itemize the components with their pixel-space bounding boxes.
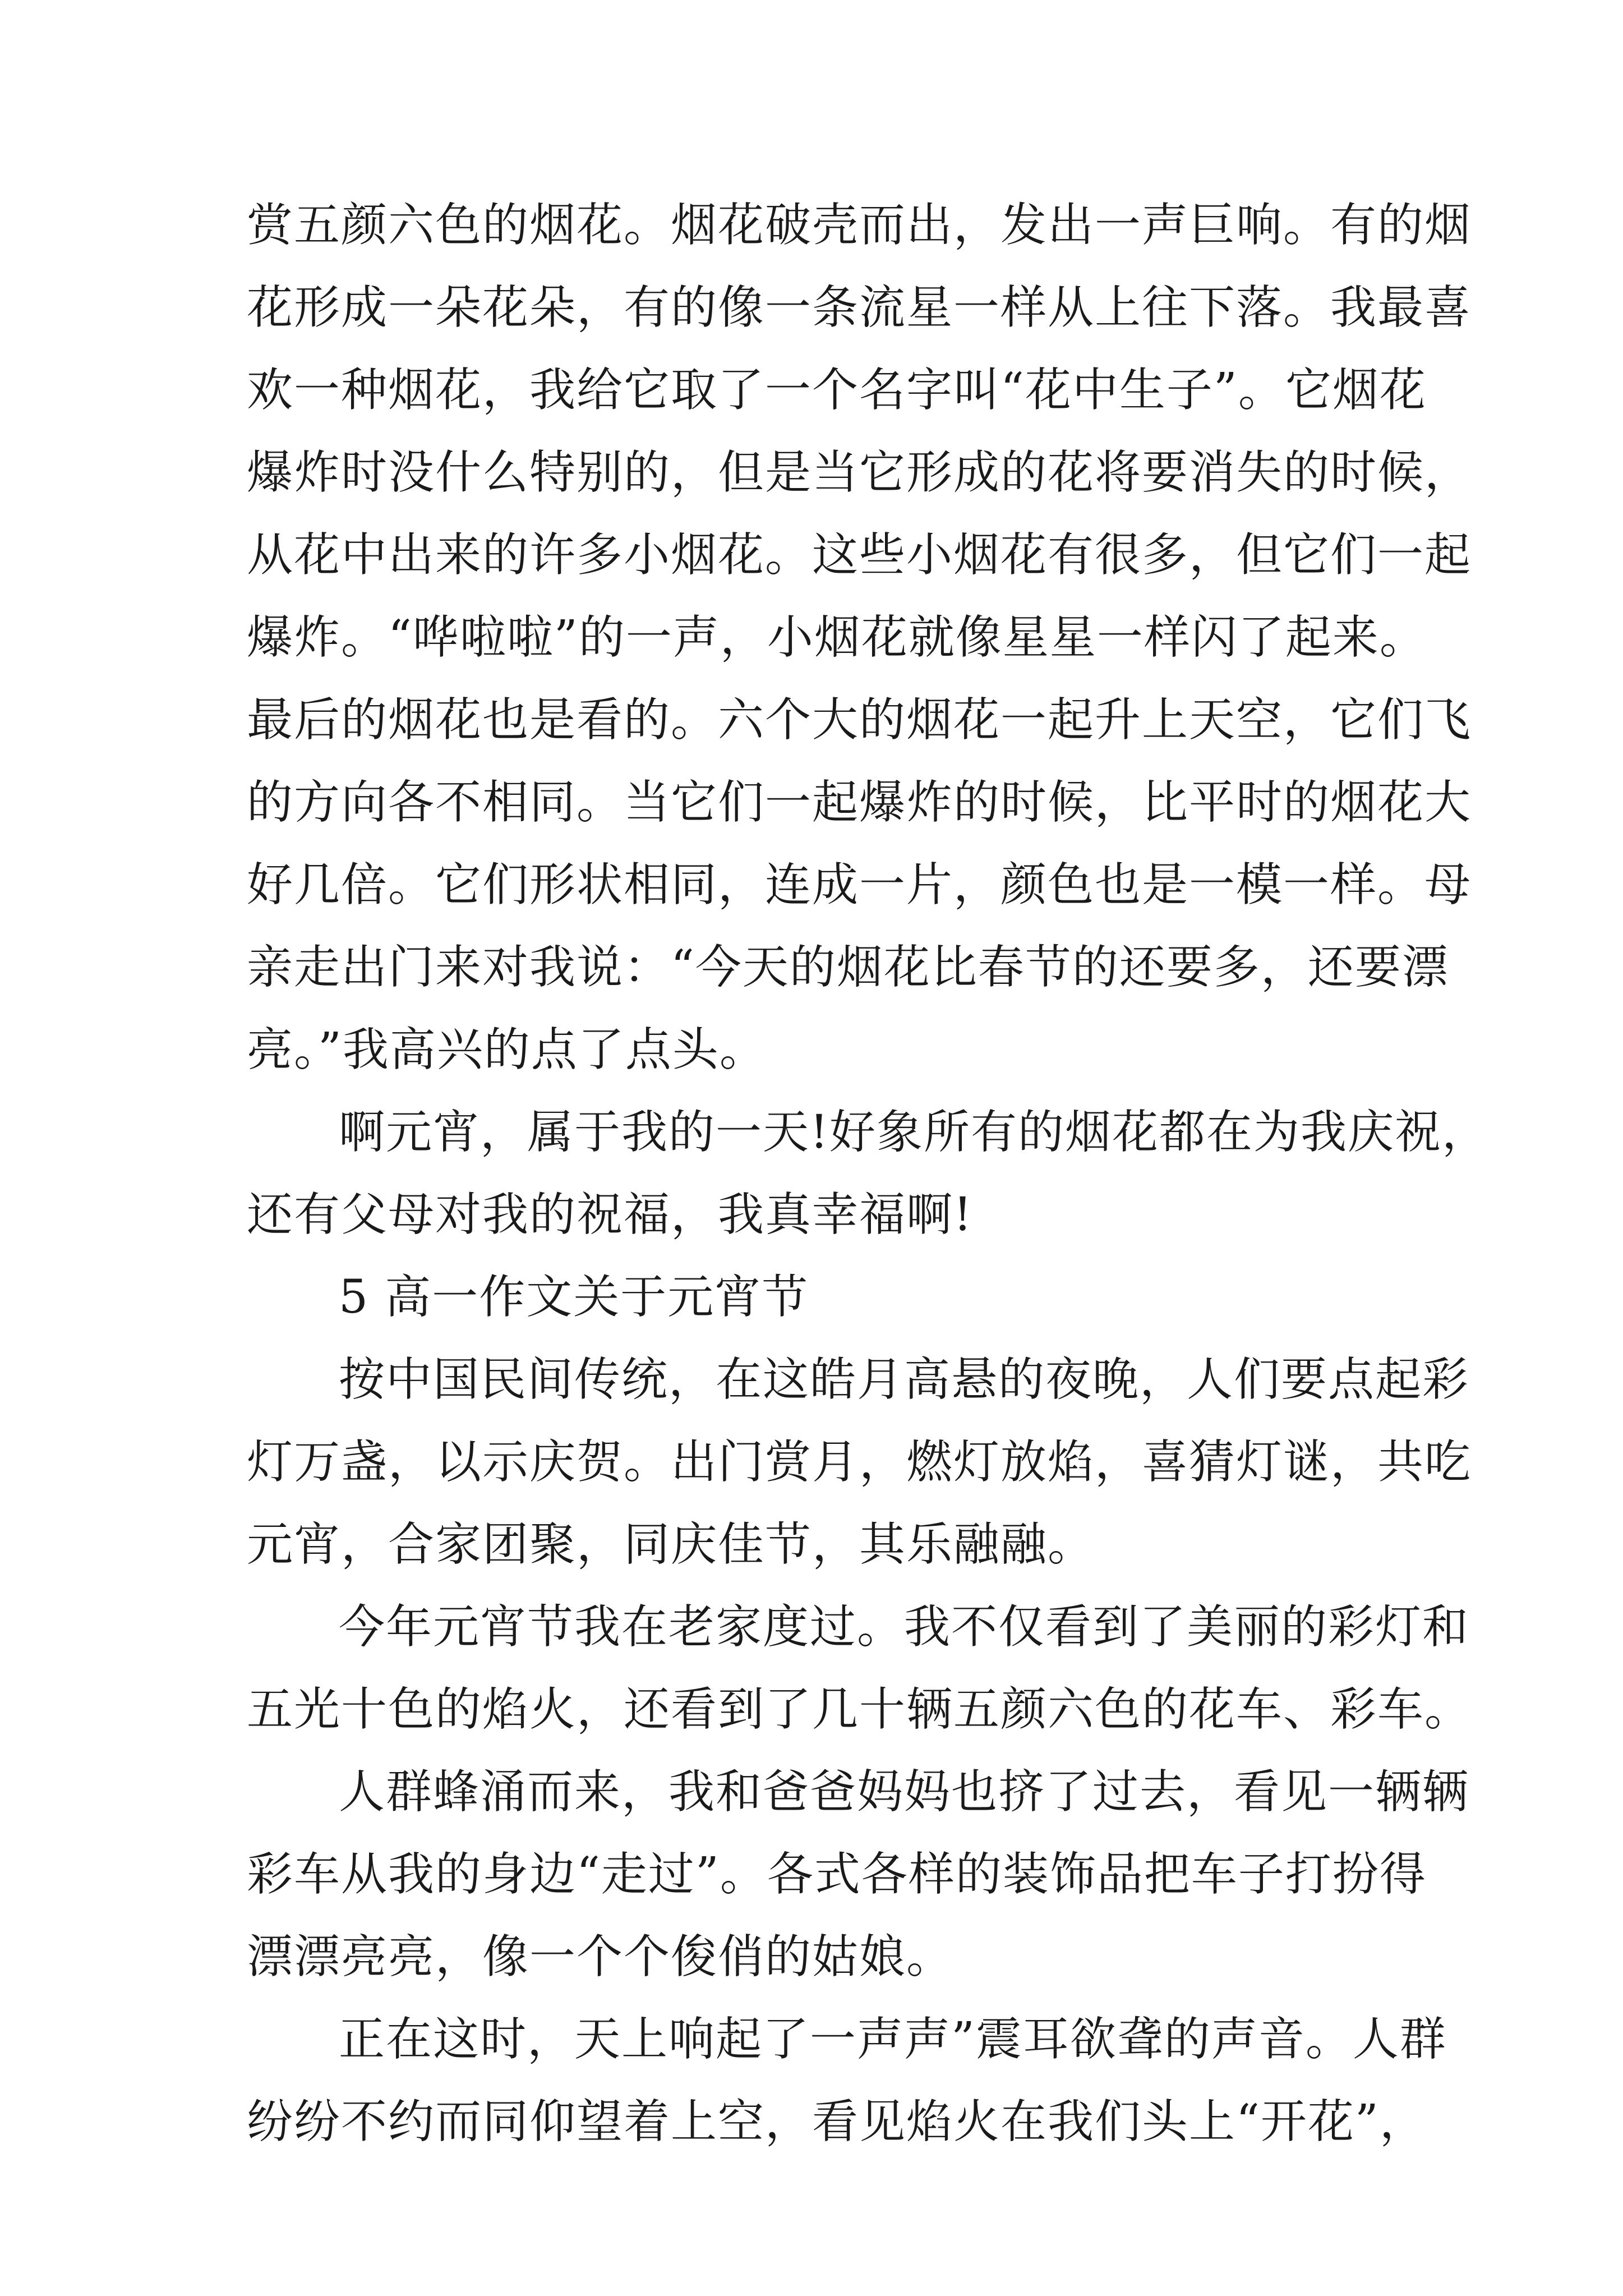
text-line: 的方向各不相同。当它们一起爆炸的时候，比平时的烟花大 [247,776,1472,829]
text-line: 漂漂亮亮，像一个个俊俏的姑娘。 [247,1930,954,1984]
paragraph-start-line: 人群蜂涌而来，我和爸爸妈妈也挤了过去，看见一辆辆 [339,1765,1470,1819]
text-line: 花形成一朵花朵，有的像一条流星一样从上往下落。我最喜 [247,281,1472,334]
text-line: 亲走出门来对我说：“今天的烟花比春节的还要多，还要漂 [247,941,1449,994]
text-line: 爆炸时没什么特别的，但是当它形成的花将要消失的时候， [247,446,1472,499]
text-line: 从花中出来的许多小烟花。这些小烟花有很多，但它们一起 [247,528,1472,582]
text-line: 最后的烟花也是看的。六个大的烟花一起升上天空，它们飞 [247,693,1472,747]
paragraph-start-line: 按中国民间传统，在这皓月高悬的夜晚，人们要点起彩 [339,1353,1470,1406]
text-line: 欢一种烟花，我给它取了一个名字叫“花中生子”。它烟花 [247,364,1427,417]
paragraph-start-line: 啊元宵，属于我的一天!好象所有的烟花都在为我庆祝， [339,1106,1489,1159]
text-line: 元宵，合家团聚，同庆佳节，其乐融融。 [247,1518,1095,1571]
body-text [247,184,1489,2163]
paragraph-start-line: 正在这时，天上响起了一声声”震耳欲聋的声音。人群 [339,2013,1447,2066]
text-line: 亮。”我高兴的点了点头。 [247,1023,767,1076]
text-line: 彩车从我的身边“走过”。各式各样的装饰品把车子打扮得 [247,1848,1427,1901]
section-heading: 5 高一作文关于元宵节 [339,1271,809,1324]
text-line: 纷纷不约而同仰望着上空，看见焰火在我们头上“开花”， [247,2095,1427,2148]
text-line: 灯万盏，以示庆贺。出门赏月，燃灯放焰，喜猜灯谜，共吃 [247,1435,1472,1489]
paragraph-start-line: 今年元宵节我在老家度过。我不仅看到了美丽的彩灯和 [339,1600,1470,1654]
text-line: 还有父母对我的祝福，我真幸福啊! [247,1188,973,1241]
text-line: 五光十色的焰火，还看到了几十辆五颜六色的花车、彩车。 [247,1683,1472,1736]
text-line: 爆炸。“哗啦啦”的一声，小烟花就像星星一样闪了起来。 [247,611,1427,664]
text-line: 赏五颜六色的烟花。烟花破壳而出，发出一声巨响。有的烟 [247,199,1472,252]
text-line: 好几倍。它们形状相同，连成一片，颜色也是一模一样。母 [247,858,1472,912]
